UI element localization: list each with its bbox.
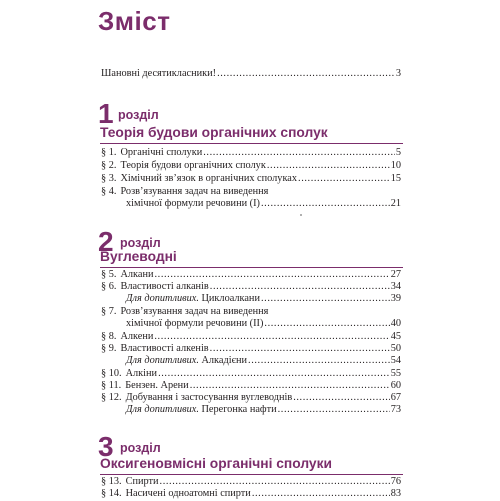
page-number: 27 bbox=[390, 269, 401, 280]
page-number: 15 bbox=[390, 173, 401, 184]
toc-entry-curious[interactable] bbox=[126, 354, 401, 368]
toc-entry-intro[interactable] bbox=[101, 67, 401, 81]
page-number: 34 bbox=[390, 281, 401, 292]
entry-label: Насичені одноатомні спирти bbox=[125, 488, 251, 499]
entry-label: Властивості алкенів bbox=[120, 343, 209, 354]
dot-leader bbox=[278, 403, 390, 417]
section-number: § 8. bbox=[101, 331, 117, 342]
entry-label: Добування і застосування вуглеводнів bbox=[125, 392, 293, 403]
dot-leader bbox=[267, 159, 390, 173]
page-number: 3 bbox=[395, 68, 401, 79]
entry-label: Шановні десятикласники! bbox=[101, 68, 217, 79]
page-number: 54 bbox=[390, 355, 401, 366]
chapter-number: 3 bbox=[98, 431, 114, 462]
dot-leader bbox=[203, 146, 395, 160]
page-number: 39 bbox=[390, 293, 401, 304]
chapter-number: 1 bbox=[98, 98, 114, 129]
chapter-word: розділ bbox=[120, 236, 161, 250]
entry-label: Хімічний зв’язок в органічних сполуках bbox=[120, 173, 298, 184]
scan-speck bbox=[300, 214, 302, 216]
curious-label: Для допитливих. bbox=[126, 404, 199, 415]
page-number: 76 bbox=[390, 476, 401, 487]
entry-label: Розв’язування задач на виведення bbox=[120, 306, 269, 317]
entry-label: Спирти bbox=[125, 476, 159, 487]
page-number: 50 bbox=[390, 343, 401, 354]
dot-leader bbox=[261, 197, 390, 211]
entry-label: Бензен. Арени bbox=[125, 380, 189, 391]
dot-leader bbox=[264, 317, 389, 331]
chapter-rule bbox=[100, 143, 403, 144]
toc-entry-curious[interactable] bbox=[126, 292, 401, 306]
section-number: § 7. bbox=[101, 306, 117, 317]
section-number: § 14. bbox=[101, 488, 122, 499]
entry-label: Властивості алканів bbox=[120, 281, 209, 292]
toc-entry-continuation[interactable] bbox=[126, 317, 401, 331]
entry-label: Перегонка нафти bbox=[201, 404, 277, 415]
section-number: § 1. bbox=[101, 147, 117, 158]
toc-entry-continuation[interactable] bbox=[126, 197, 401, 211]
dot-leader bbox=[217, 67, 395, 81]
page-number: 10 bbox=[390, 160, 401, 171]
chapter-word: розділ bbox=[118, 108, 159, 122]
entry-label: Органічні сполуки bbox=[120, 147, 203, 158]
section-number: § 2. bbox=[101, 160, 117, 171]
page-number: 55 bbox=[390, 368, 401, 379]
chapter-number: 2 bbox=[98, 226, 114, 257]
entry-label: Алкени bbox=[120, 331, 154, 342]
entry-label: Алкани bbox=[120, 269, 154, 280]
toc-entry[interactable] bbox=[101, 487, 401, 501]
dot-leader bbox=[248, 354, 390, 368]
toc-entry-curious[interactable] bbox=[126, 403, 401, 417]
entry-label: Теорія будови органічних сполук bbox=[120, 160, 266, 171]
section-number: § 10. bbox=[101, 368, 122, 379]
chapter-word: розділ bbox=[120, 441, 161, 455]
toc-entry[interactable] bbox=[101, 146, 401, 160]
curious-label: Для допитливих. bbox=[126, 355, 199, 366]
section-number: § 4. bbox=[101, 186, 117, 197]
page-number: 5 bbox=[395, 147, 401, 158]
section-number: § 11. bbox=[101, 380, 122, 391]
toc-entry[interactable] bbox=[101, 159, 401, 173]
section-number: § 3. bbox=[101, 173, 117, 184]
page-number: 73 bbox=[390, 404, 401, 415]
page-number: 45 bbox=[390, 331, 401, 342]
page-number: 40 bbox=[390, 318, 401, 329]
entry-label: хімічної формули речовини (II) bbox=[126, 318, 264, 329]
curious-label: Для допитливих. bbox=[126, 293, 199, 304]
section-number: § 9. bbox=[101, 343, 117, 354]
toc-entry[interactable] bbox=[101, 172, 401, 186]
section-number: § 6. bbox=[101, 281, 117, 292]
page-number: 83 bbox=[390, 488, 401, 499]
page-number: 67 bbox=[390, 392, 401, 403]
chapter-title: Вуглеводні bbox=[100, 249, 177, 264]
entry-label: Алкіни bbox=[125, 368, 158, 379]
dot-leader bbox=[298, 172, 390, 186]
page-number: 60 bbox=[390, 380, 401, 391]
entry-label: Розв’язування задач на виведення bbox=[120, 186, 269, 197]
entry-label: Циклоалкани bbox=[201, 293, 260, 304]
section-number: § 5. bbox=[101, 269, 117, 280]
entry-label: Алкадієни bbox=[201, 355, 248, 366]
page-number: 21 bbox=[390, 198, 401, 209]
dot-leader bbox=[261, 292, 390, 306]
page-title: Зміст bbox=[98, 6, 171, 36]
section-number: § 12. bbox=[101, 392, 122, 403]
chapter-title: Теорія будови органічних сполук bbox=[100, 125, 328, 140]
entry-label: хімічної формули речовини (I) bbox=[126, 198, 260, 209]
chapter-title: Оксигеновмісні органічні сполуки bbox=[100, 456, 332, 471]
section-number: § 13. bbox=[101, 476, 122, 487]
dot-leader bbox=[252, 487, 390, 501]
